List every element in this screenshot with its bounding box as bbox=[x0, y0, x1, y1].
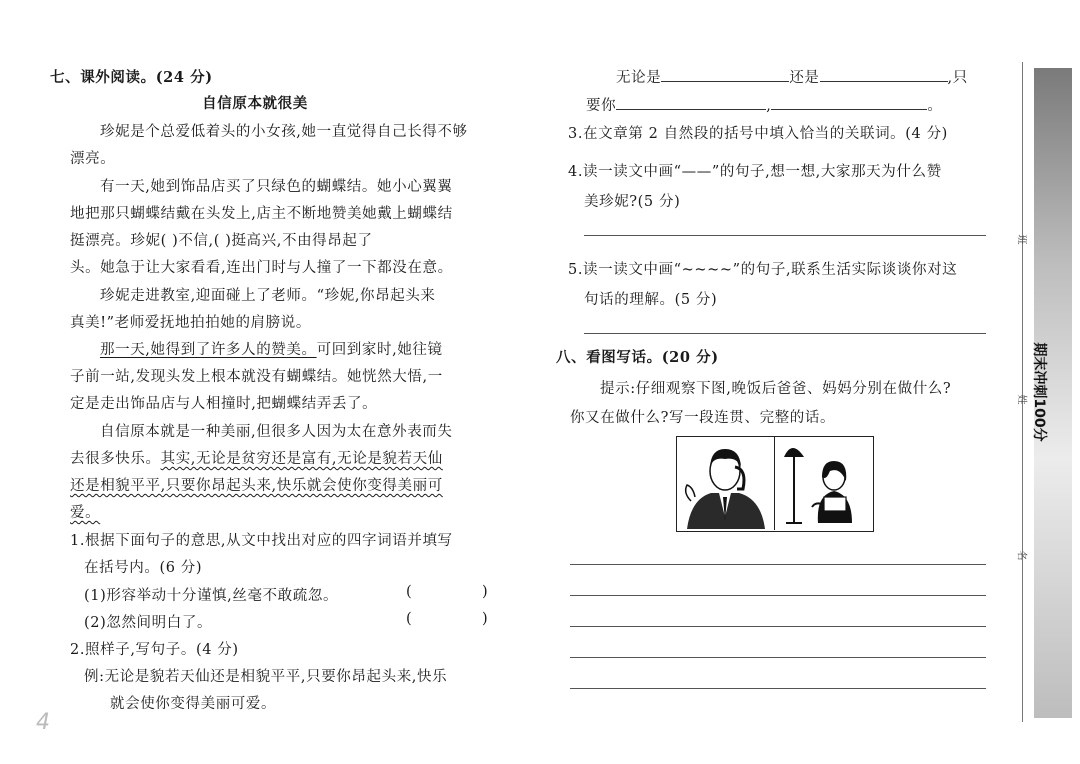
q2-example-line1: 例:无论是貌若天仙还是相貌平平,只要你昂起头来,快乐 bbox=[84, 669, 448, 685]
para3-line2: 真美!”老师爱抚地拍拍她的肩膀说。 bbox=[70, 315, 311, 331]
q5-line2: 句话的理解。(5 分) bbox=[584, 292, 718, 308]
para4-line1-rest: 可回到家时,她往镜 bbox=[316, 342, 443, 358]
sidebar-char-surname: 姓 bbox=[1015, 394, 1027, 405]
q1-item2-paren-close: ) bbox=[482, 611, 489, 627]
q1-line2: 在括号内。(6 分) bbox=[84, 560, 203, 576]
para2-line4: 头。她急于让大家看看,连出门时与人撞了一下都没在意。 bbox=[70, 260, 453, 276]
writing-line-2[interactable] bbox=[570, 595, 986, 596]
picture-divider bbox=[774, 436, 775, 530]
para2-line2: 地把那只蝴蝶结戴在头发上,店主不断地赞美她戴上蝴蝶结 bbox=[70, 206, 453, 222]
q4-answer-line[interactable] bbox=[584, 235, 986, 236]
para5-plain: 去很多快乐。 bbox=[70, 451, 161, 467]
q4-line2: 美珍妮?(5 分) bbox=[584, 194, 681, 210]
sidebar-char-class: 班 bbox=[1015, 234, 1027, 245]
q1-line1: 1.根据下面句子的意思,从文中找出对应的四字词语并填写 bbox=[70, 533, 453, 549]
hint-line2: 你又在做什么?写一段连贯、完整的话。 bbox=[570, 410, 836, 426]
para4-line1 bbox=[100, 338, 443, 359]
writing-line-1[interactable] bbox=[570, 564, 986, 565]
para1-line1: 珍妮是个总爱低着头的小女孩,她一直觉得自己长得不够 bbox=[100, 124, 468, 140]
fill2-blank2[interactable] bbox=[771, 95, 927, 110]
sidebar-char-name: 名 bbox=[1015, 550, 1027, 561]
underlined-sentence: 那一天,她得到了许多人的赞美。 bbox=[100, 342, 317, 358]
q2-example-line2: 就会使你变得美丽可爱。 bbox=[110, 696, 277, 712]
q1-item2-paren-open: ( bbox=[406, 611, 413, 627]
q3: 3.在文章第 2 自然段的括号中填入恰当的关联词。(4 分) bbox=[568, 126, 948, 142]
fill1-c: ,只 bbox=[947, 70, 968, 86]
fill1-a: 无论是 bbox=[616, 70, 662, 86]
fill-line-1 bbox=[616, 66, 968, 87]
para2-line1: 有一天,她到饰品店买了只绿色的蝴蝶结。她小心翼翼 bbox=[100, 179, 453, 195]
fill-line-2 bbox=[586, 94, 943, 115]
q4-line1: 4.读一读文中画“——”的句子,想一想,大家那天为什么赞 bbox=[568, 164, 942, 180]
fill2-blank1[interactable] bbox=[616, 95, 766, 110]
hint-line1: 提示:仔细观察下图,晚饭后爸爸、妈妈分别在做什么? bbox=[600, 381, 952, 397]
fill1-blank1[interactable] bbox=[661, 67, 789, 82]
page-number: 4 bbox=[36, 710, 50, 735]
writing-line-5[interactable] bbox=[570, 688, 986, 689]
section8-heading: 八、看图写话。(20 分) bbox=[556, 349, 719, 366]
father-phone-illustration bbox=[677, 437, 773, 529]
q1-item1-answer[interactable] bbox=[418, 580, 478, 602]
para5-line1: 自信原本就是一种美丽,但很多人因为太在意外表而失 bbox=[100, 424, 453, 440]
wavy-sentence-1: 其实,无论是贫穷还是富有,无论是貌若天仙 bbox=[160, 451, 443, 467]
q1-item1: (1)形容举动十分谨慎,丝毫不敢疏忽。 bbox=[84, 588, 339, 604]
q1-item2: (2)忽然间明白了。 bbox=[84, 615, 213, 631]
fill2-c: 。 bbox=[927, 98, 943, 114]
q1-item1-paren-open: ( bbox=[406, 584, 413, 600]
para4-line2: 子前一站,发现头发上根本就没有蝴蝶结。她恍然大悟,一 bbox=[70, 369, 443, 385]
binding-line bbox=[1022, 62, 1023, 722]
para5-line2 bbox=[70, 447, 443, 468]
para1-line2: 漂亮。 bbox=[70, 151, 116, 167]
section7-heading: 七、课外阅读。(24 分) bbox=[50, 69, 213, 86]
fill1-b: 还是 bbox=[789, 70, 820, 86]
q5-line1: 5.读一读文中画“~~~~”的句子,联系生活实际谈谈你对这 bbox=[568, 262, 958, 278]
q2-heading: 2.照样子,写句子。(4 分) bbox=[70, 642, 239, 658]
para2-line3: 挺漂亮。珍妮( )不信,( )挺高兴,不由得昂起了 bbox=[70, 233, 373, 249]
wavy-sentence-2: 还是相貌平平,只要你昂起头来,快乐就会使你变得美丽可 bbox=[70, 478, 443, 494]
writing-line-4[interactable] bbox=[570, 657, 986, 658]
para4-line3: 定是走出饰品店与人相撞时,把蝴蝶结弄丢了。 bbox=[70, 396, 378, 412]
para3-line1: 珍妮走进教室,迎面碰上了老师。“珍妮,你昂起头来 bbox=[100, 288, 436, 304]
sidebar-title: 期末冲刺100分 bbox=[1031, 342, 1047, 442]
q1-item1-paren-close: ) bbox=[482, 584, 489, 600]
q1-item2-answer[interactable] bbox=[418, 607, 478, 629]
q5-answer-line[interactable] bbox=[584, 333, 986, 334]
fill1-blank2[interactable] bbox=[820, 67, 948, 82]
girl-reading-illustration bbox=[776, 437, 871, 529]
fill2-a: 要你 bbox=[586, 98, 617, 114]
article-title: 自信原本就很美 bbox=[202, 96, 308, 112]
wavy-sentence-3: 爱。 bbox=[70, 505, 101, 521]
fill2-b: , bbox=[766, 98, 772, 114]
writing-line-3[interactable] bbox=[570, 626, 986, 627]
